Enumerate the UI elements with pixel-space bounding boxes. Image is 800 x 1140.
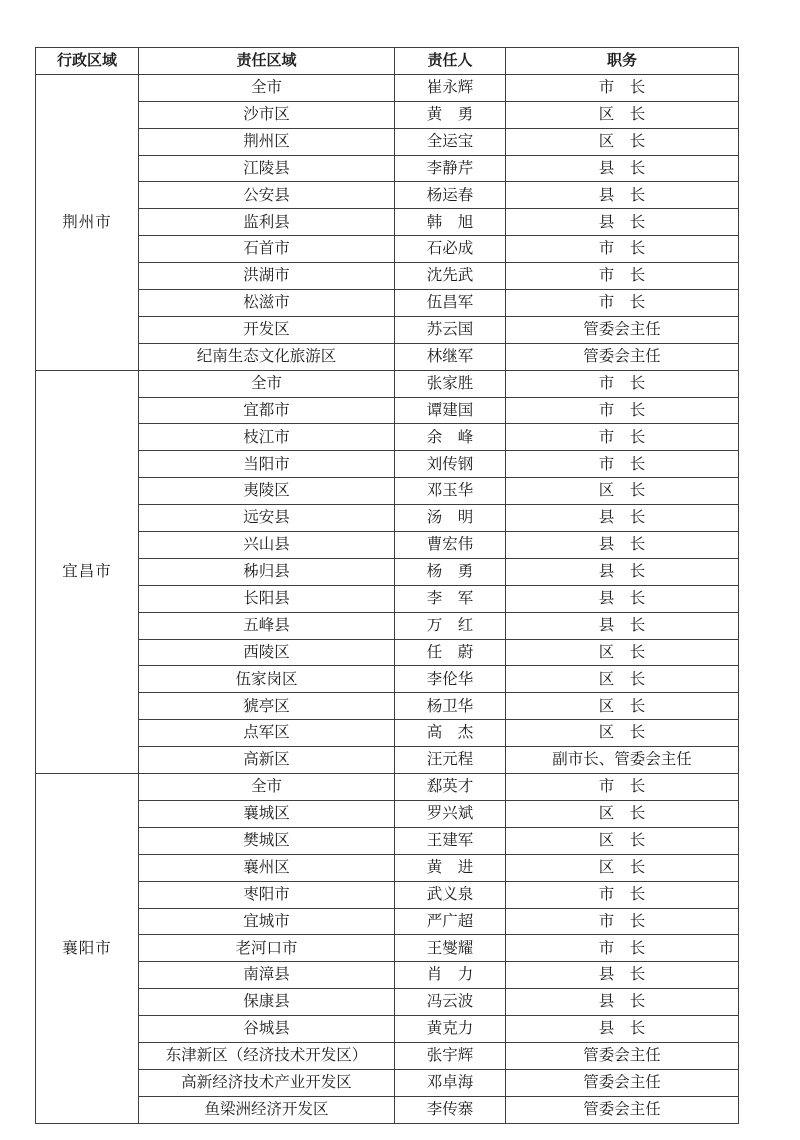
title-cell: 区 长 — [506, 128, 739, 155]
table-row — [36, 989, 739, 1016]
person-cell: 万 红 — [395, 612, 506, 639]
area-cell: 襄城区 — [139, 800, 395, 827]
person-cell: 邓卓海 — [395, 1069, 506, 1096]
table-row — [36, 263, 739, 290]
column-header-2: 责任人 — [395, 48, 506, 75]
person-cell: 严广超 — [395, 908, 506, 935]
person-cell: 全运宝 — [395, 128, 506, 155]
area-cell: 宜城市 — [139, 908, 395, 935]
area-cell: 高新经济技术产业开发区 — [139, 1069, 395, 1096]
region-cell: 宜昌市 — [36, 370, 139, 773]
person-cell: 黄克力 — [395, 1016, 506, 1043]
area-cell: 全市 — [139, 74, 395, 101]
title-cell: 市 长 — [506, 263, 739, 290]
title-cell: 市 长 — [506, 908, 739, 935]
title-cell: 县 长 — [506, 585, 739, 612]
table-row — [36, 881, 739, 908]
area-cell: 点军区 — [139, 720, 395, 747]
title-cell: 管委会主任 — [506, 343, 739, 370]
person-cell: 杨卫华 — [395, 693, 506, 720]
table-row — [36, 558, 739, 585]
table-row — [36, 128, 739, 155]
title-cell: 市 长 — [506, 370, 739, 397]
title-cell: 县 长 — [506, 182, 739, 209]
responsibility-table-body — [36, 74, 739, 1123]
area-cell: 松滋市 — [139, 290, 395, 317]
area-cell: 保康县 — [139, 989, 395, 1016]
area-cell: 五峰县 — [139, 612, 395, 639]
area-cell: 枝江市 — [139, 424, 395, 451]
title-cell: 区 长 — [506, 693, 739, 720]
person-cell: 李伦华 — [395, 666, 506, 693]
area-cell: 公安县 — [139, 182, 395, 209]
area-cell: 沙市区 — [139, 101, 395, 128]
table-row — [36, 800, 739, 827]
person-cell: 杨运春 — [395, 182, 506, 209]
area-cell: 长阳县 — [139, 585, 395, 612]
title-cell: 副市长、管委会主任 — [506, 747, 739, 774]
area-cell: 纪南生态文化旅游区 — [139, 343, 395, 370]
person-cell: 肖 力 — [395, 962, 506, 989]
person-cell: 刘传钢 — [395, 451, 506, 478]
table-row — [36, 343, 739, 370]
person-cell: 冯云波 — [395, 989, 506, 1016]
area-cell: 伍家岗区 — [139, 666, 395, 693]
area-cell: 西陵区 — [139, 639, 395, 666]
title-cell: 管委会主任 — [506, 1096, 739, 1123]
person-cell: 邓玉华 — [395, 478, 506, 505]
table-row — [36, 908, 739, 935]
title-cell: 区 长 — [506, 800, 739, 827]
region-cell: 襄阳市 — [36, 774, 139, 1124]
table-row — [36, 424, 739, 451]
area-cell: 猇亭区 — [139, 693, 395, 720]
table-row — [36, 155, 739, 182]
person-cell: 谭建国 — [395, 397, 506, 424]
column-header-3: 职务 — [506, 48, 739, 75]
area-cell: 当阳市 — [139, 451, 395, 478]
area-cell: 开发区 — [139, 316, 395, 343]
person-cell: 林继军 — [395, 343, 506, 370]
table-row — [36, 182, 739, 209]
table-row — [36, 1042, 739, 1069]
person-cell: 石必成 — [395, 236, 506, 263]
table-header-row — [36, 48, 739, 75]
title-cell: 县 长 — [506, 989, 739, 1016]
title-cell: 市 长 — [506, 451, 739, 478]
area-cell: 荆州区 — [139, 128, 395, 155]
person-cell: 苏云国 — [395, 316, 506, 343]
table-row — [36, 451, 739, 478]
area-cell: 南漳县 — [139, 962, 395, 989]
person-cell: 李 军 — [395, 585, 506, 612]
area-cell: 洪湖市 — [139, 263, 395, 290]
table-row — [36, 854, 739, 881]
person-cell: 张宇辉 — [395, 1042, 506, 1069]
table-row — [36, 935, 739, 962]
title-cell: 区 长 — [506, 478, 739, 505]
title-cell: 市 长 — [506, 397, 739, 424]
person-cell: 王燮耀 — [395, 935, 506, 962]
person-cell: 沈先武 — [395, 263, 506, 290]
title-cell: 市 长 — [506, 774, 739, 801]
table-row — [36, 101, 739, 128]
region-cell: 荆州市 — [36, 74, 139, 370]
table-row — [36, 74, 739, 101]
area-cell: 夷陵区 — [139, 478, 395, 505]
area-cell: 樊城区 — [139, 827, 395, 854]
title-cell: 市 长 — [506, 424, 739, 451]
title-cell: 区 长 — [506, 827, 739, 854]
area-cell: 高新区 — [139, 747, 395, 774]
table-row — [36, 962, 739, 989]
area-cell: 秭归县 — [139, 558, 395, 585]
title-cell: 市 长 — [506, 935, 739, 962]
person-cell: 汪元程 — [395, 747, 506, 774]
column-header-1: 责任区域 — [139, 48, 395, 75]
table-row — [36, 693, 739, 720]
table-row — [36, 290, 739, 317]
area-cell: 全市 — [139, 370, 395, 397]
person-cell: 崔永辉 — [395, 74, 506, 101]
table-row — [36, 666, 739, 693]
title-cell: 县 长 — [506, 155, 739, 182]
title-cell: 县 长 — [506, 505, 739, 532]
table-row — [36, 478, 739, 505]
area-cell: 远安县 — [139, 505, 395, 532]
title-cell: 县 长 — [506, 209, 739, 236]
area-cell: 监利县 — [139, 209, 395, 236]
title-cell: 管委会主任 — [506, 1069, 739, 1096]
area-cell: 全市 — [139, 774, 395, 801]
person-cell: 王建军 — [395, 827, 506, 854]
table-row — [36, 639, 739, 666]
area-cell: 枣阳市 — [139, 881, 395, 908]
title-cell: 市 长 — [506, 290, 739, 317]
table-row — [36, 1096, 739, 1123]
person-cell: 张家胜 — [395, 370, 506, 397]
person-cell: 郄英才 — [395, 774, 506, 801]
person-cell: 罗兴斌 — [395, 800, 506, 827]
person-cell: 黄 勇 — [395, 101, 506, 128]
person-cell: 李传寨 — [395, 1096, 506, 1123]
title-cell: 区 长 — [506, 666, 739, 693]
person-cell: 伍昌军 — [395, 290, 506, 317]
person-cell: 武义泉 — [395, 881, 506, 908]
title-cell: 区 长 — [506, 101, 739, 128]
column-header-0: 行政区域 — [36, 48, 139, 75]
table-row — [36, 1016, 739, 1043]
person-cell: 高 杰 — [395, 720, 506, 747]
area-cell: 江陵县 — [139, 155, 395, 182]
table-row — [36, 747, 739, 774]
title-cell: 县 长 — [506, 612, 739, 639]
table-row — [36, 612, 739, 639]
area-cell: 东津新区（经济技术开发区） — [139, 1042, 395, 1069]
table-row — [36, 532, 739, 559]
table-row — [36, 774, 739, 801]
title-cell: 县 长 — [506, 962, 739, 989]
table-row — [36, 827, 739, 854]
person-cell: 韩 旭 — [395, 209, 506, 236]
table-row — [36, 505, 739, 532]
area-cell: 石首市 — [139, 236, 395, 263]
area-cell: 鱼梁洲经济开发区 — [139, 1096, 395, 1123]
area-cell: 兴山县 — [139, 532, 395, 559]
title-cell: 区 长 — [506, 639, 739, 666]
person-cell: 余 峰 — [395, 424, 506, 451]
table-row — [36, 316, 739, 343]
title-cell: 区 长 — [506, 720, 739, 747]
table-row — [36, 236, 739, 263]
responsibility-table — [35, 47, 739, 1124]
area-cell: 襄州区 — [139, 854, 395, 881]
title-cell: 市 长 — [506, 881, 739, 908]
table-row — [36, 370, 739, 397]
title-cell: 管委会主任 — [506, 316, 739, 343]
table-row — [36, 585, 739, 612]
table-row — [36, 720, 739, 747]
table-row — [36, 397, 739, 424]
title-cell: 市 长 — [506, 236, 739, 263]
area-cell: 谷城县 — [139, 1016, 395, 1043]
title-cell: 县 长 — [506, 1016, 739, 1043]
person-cell: 李静芹 — [395, 155, 506, 182]
title-cell: 市 长 — [506, 74, 739, 101]
person-cell: 汤 明 — [395, 505, 506, 532]
area-cell: 老河口市 — [139, 935, 395, 962]
title-cell: 管委会主任 — [506, 1042, 739, 1069]
person-cell: 杨 勇 — [395, 558, 506, 585]
person-cell: 曹宏伟 — [395, 532, 506, 559]
table-row — [36, 1069, 739, 1096]
title-cell: 县 长 — [506, 532, 739, 559]
person-cell: 黄 进 — [395, 854, 506, 881]
table-row — [36, 209, 739, 236]
title-cell: 区 长 — [506, 854, 739, 881]
title-cell: 县 长 — [506, 558, 739, 585]
person-cell: 任 蔚 — [395, 639, 506, 666]
area-cell: 宜都市 — [139, 397, 395, 424]
